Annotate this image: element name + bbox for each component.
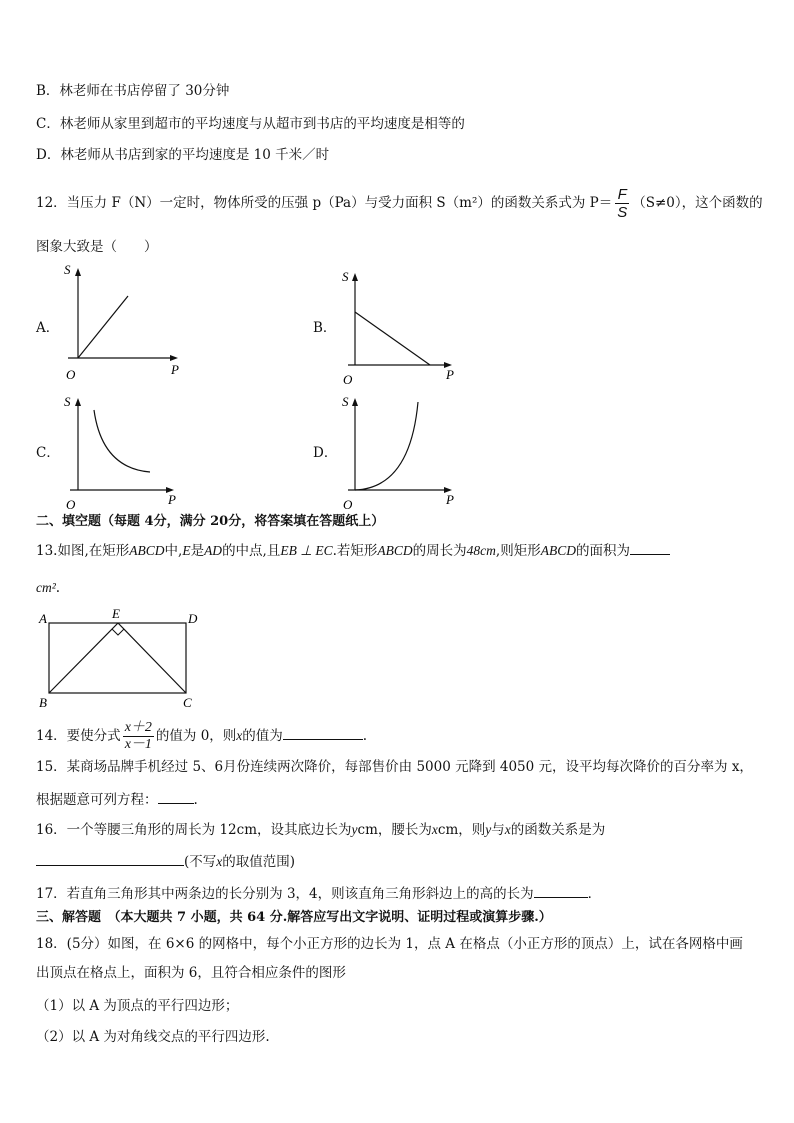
q16-line2 bbox=[36, 851, 295, 872]
q16-var-y: y bbox=[485, 822, 492, 837]
q12-fraction bbox=[615, 186, 629, 221]
axis-label-s: S bbox=[64, 262, 71, 277]
axis-label-p: P bbox=[168, 492, 176, 507]
q12-option-c-label: C． bbox=[36, 445, 60, 461]
q14-var: x bbox=[236, 728, 243, 743]
section-3-heading: 三、解答题 （本大题共 7 小题，共 64 分.解答应写出文字说明、证明过程或演算步骤.） bbox=[36, 910, 552, 925]
q16-text: cm，则 bbox=[437, 822, 486, 838]
q13-text: 的周长为 bbox=[412, 543, 467, 559]
axis-label-p: P bbox=[171, 362, 179, 377]
q16-text: 的函数关系是为 bbox=[510, 822, 606, 838]
q14-text: 的值为 bbox=[242, 728, 283, 744]
q14-answer-blank[interactable] bbox=[283, 725, 363, 740]
q12-question: 图象大致是（ ） bbox=[36, 239, 158, 255]
q13-rectangle-figure bbox=[36, 608, 211, 714]
axis-label-s: S bbox=[342, 394, 349, 409]
q11-option-b: B．林老师在书店停留了 30分钟 bbox=[36, 83, 230, 99]
axis-label-s: S bbox=[342, 269, 349, 284]
q13-text: ,则矩形 bbox=[495, 543, 541, 559]
q16-line1 bbox=[36, 820, 605, 840]
q13-math: EB ⊥ EC bbox=[280, 543, 333, 558]
q12-option-a-label: A． bbox=[36, 320, 60, 336]
q13-stem bbox=[36, 540, 670, 561]
q16-text: (不写 bbox=[184, 854, 217, 870]
q15-answer-blank[interactable] bbox=[158, 789, 194, 804]
q17-stem bbox=[36, 883, 601, 904]
q13-math: ABCD bbox=[540, 543, 576, 558]
q13-math: AD bbox=[204, 543, 223, 558]
q13-text: 的中点,且 bbox=[222, 543, 281, 559]
origin-label: O bbox=[343, 372, 353, 387]
q12-frac-num: F bbox=[615, 186, 629, 204]
q14-stem bbox=[36, 720, 367, 753]
q12-option-d-label: D． bbox=[313, 445, 338, 461]
q15-line2 bbox=[36, 789, 198, 810]
q18-part2: （2）以 A 为对角线交点的平行四边形. bbox=[36, 1029, 270, 1045]
axis-label-s: S bbox=[64, 394, 71, 409]
q13-text: 是 bbox=[190, 543, 205, 559]
q13-answer-blank[interactable] bbox=[630, 540, 670, 555]
q12-graph-b bbox=[338, 265, 463, 387]
point-d-label: D bbox=[188, 611, 198, 626]
q16-answer-blank[interactable] bbox=[36, 851, 184, 866]
q16-var-y: y bbox=[351, 822, 358, 837]
q14-frac-den: x－1 bbox=[124, 737, 152, 752]
q14-end: . bbox=[362, 728, 368, 744]
q13-unit-end: . bbox=[55, 580, 61, 596]
q13-math: E bbox=[182, 543, 191, 558]
q15-line1: 15．某商场品牌手机经过 5、6月份连续两次降价，每部售价由 5000 元降到 4050 元，设平均每次降价的百分率为 x， bbox=[36, 759, 753, 775]
q17-text: 17．若直角三角形其中两条边的长分别为 3，4，则该直角三角形斜边上的高的长为 bbox=[36, 886, 534, 902]
q15-text: 根据题意可列方程： bbox=[36, 792, 158, 808]
q12-stem-text: 12．当压力 F（N）一定时，物体所受的压强 p（Pa）与受力面积 S（m²）的函数关系式为 P＝ bbox=[36, 195, 613, 211]
axis-label-p: P bbox=[446, 492, 454, 507]
q18-part1: （1）以 A 为顶点的平行四边形； bbox=[36, 998, 239, 1014]
q16-text: 16．一个等腰三角形的周长为 12cm，设其底边长为 bbox=[36, 822, 352, 838]
q12-graph-a bbox=[60, 262, 185, 382]
q12-frac-den: S bbox=[617, 204, 628, 221]
q13-text: 13.如图,在矩形 bbox=[36, 543, 130, 559]
q16-text: 的取值范围) bbox=[222, 854, 296, 870]
origin-label: O bbox=[66, 497, 76, 512]
q12-option-b-label: B． bbox=[313, 320, 337, 336]
q11-option-c: C．林老师从家里到超市的平均速度与从超市到书店的平均速度是相等的 bbox=[36, 116, 465, 132]
q14-text: 14．要使分式 bbox=[36, 728, 121, 744]
q16-var-x: x bbox=[431, 822, 438, 837]
q17-end: ． bbox=[587, 886, 602, 902]
q14-frac-num: x＋2 bbox=[124, 720, 152, 735]
q12-graph-d bbox=[338, 390, 463, 512]
q12-stem bbox=[36, 186, 763, 221]
q13-text: 的面积为 bbox=[575, 543, 630, 559]
q13-unit: cm² bbox=[36, 580, 56, 595]
q13-text: .若矩形 bbox=[332, 543, 378, 559]
q14-text: 的值为 0，则 bbox=[155, 728, 237, 744]
q14-fraction bbox=[123, 720, 154, 753]
q16-text: 与 bbox=[491, 822, 505, 838]
q15-end: . bbox=[193, 792, 198, 808]
q13-math: 48cm bbox=[466, 543, 496, 558]
q11-option-d: D．林老师从书店到家的平均速度是 10 千米／时 bbox=[36, 147, 330, 163]
q16-var-x: x bbox=[216, 854, 223, 869]
q18-line2: 出顶点在格点上，面积为 6，且符合相应条件的图形 bbox=[36, 965, 346, 981]
section-2-heading: 二、填空题（每题 4分，满分 20分，将答案填在答题纸上） bbox=[36, 514, 385, 529]
point-a-label: A bbox=[39, 611, 47, 626]
q12-graph-c bbox=[60, 390, 185, 512]
origin-label: O bbox=[66, 367, 76, 382]
q16-var-x: x bbox=[504, 822, 511, 837]
q18-line1: 18．(5分）如图，在 6×6 的网格中，每个小正方形的边长为 1，点 A 在格点（小正方形的顶点）上，试在各网格中画 bbox=[36, 936, 743, 952]
origin-label: O bbox=[343, 497, 353, 512]
q13-text: 中, bbox=[164, 543, 183, 559]
q16-text: cm，腰长为 bbox=[357, 822, 432, 838]
point-e-label: E bbox=[112, 608, 120, 621]
point-b-label: B bbox=[39, 695, 47, 710]
q12-stem-tail: （S≠0），这个函数的 bbox=[632, 195, 763, 211]
q13-math: ABCD bbox=[129, 543, 165, 558]
q13-unit-line bbox=[36, 578, 60, 598]
q13-math: ABCD bbox=[377, 543, 413, 558]
axis-label-p: P bbox=[446, 367, 454, 382]
q17-answer-blank[interactable] bbox=[534, 883, 588, 898]
point-c-label: C bbox=[183, 695, 192, 710]
